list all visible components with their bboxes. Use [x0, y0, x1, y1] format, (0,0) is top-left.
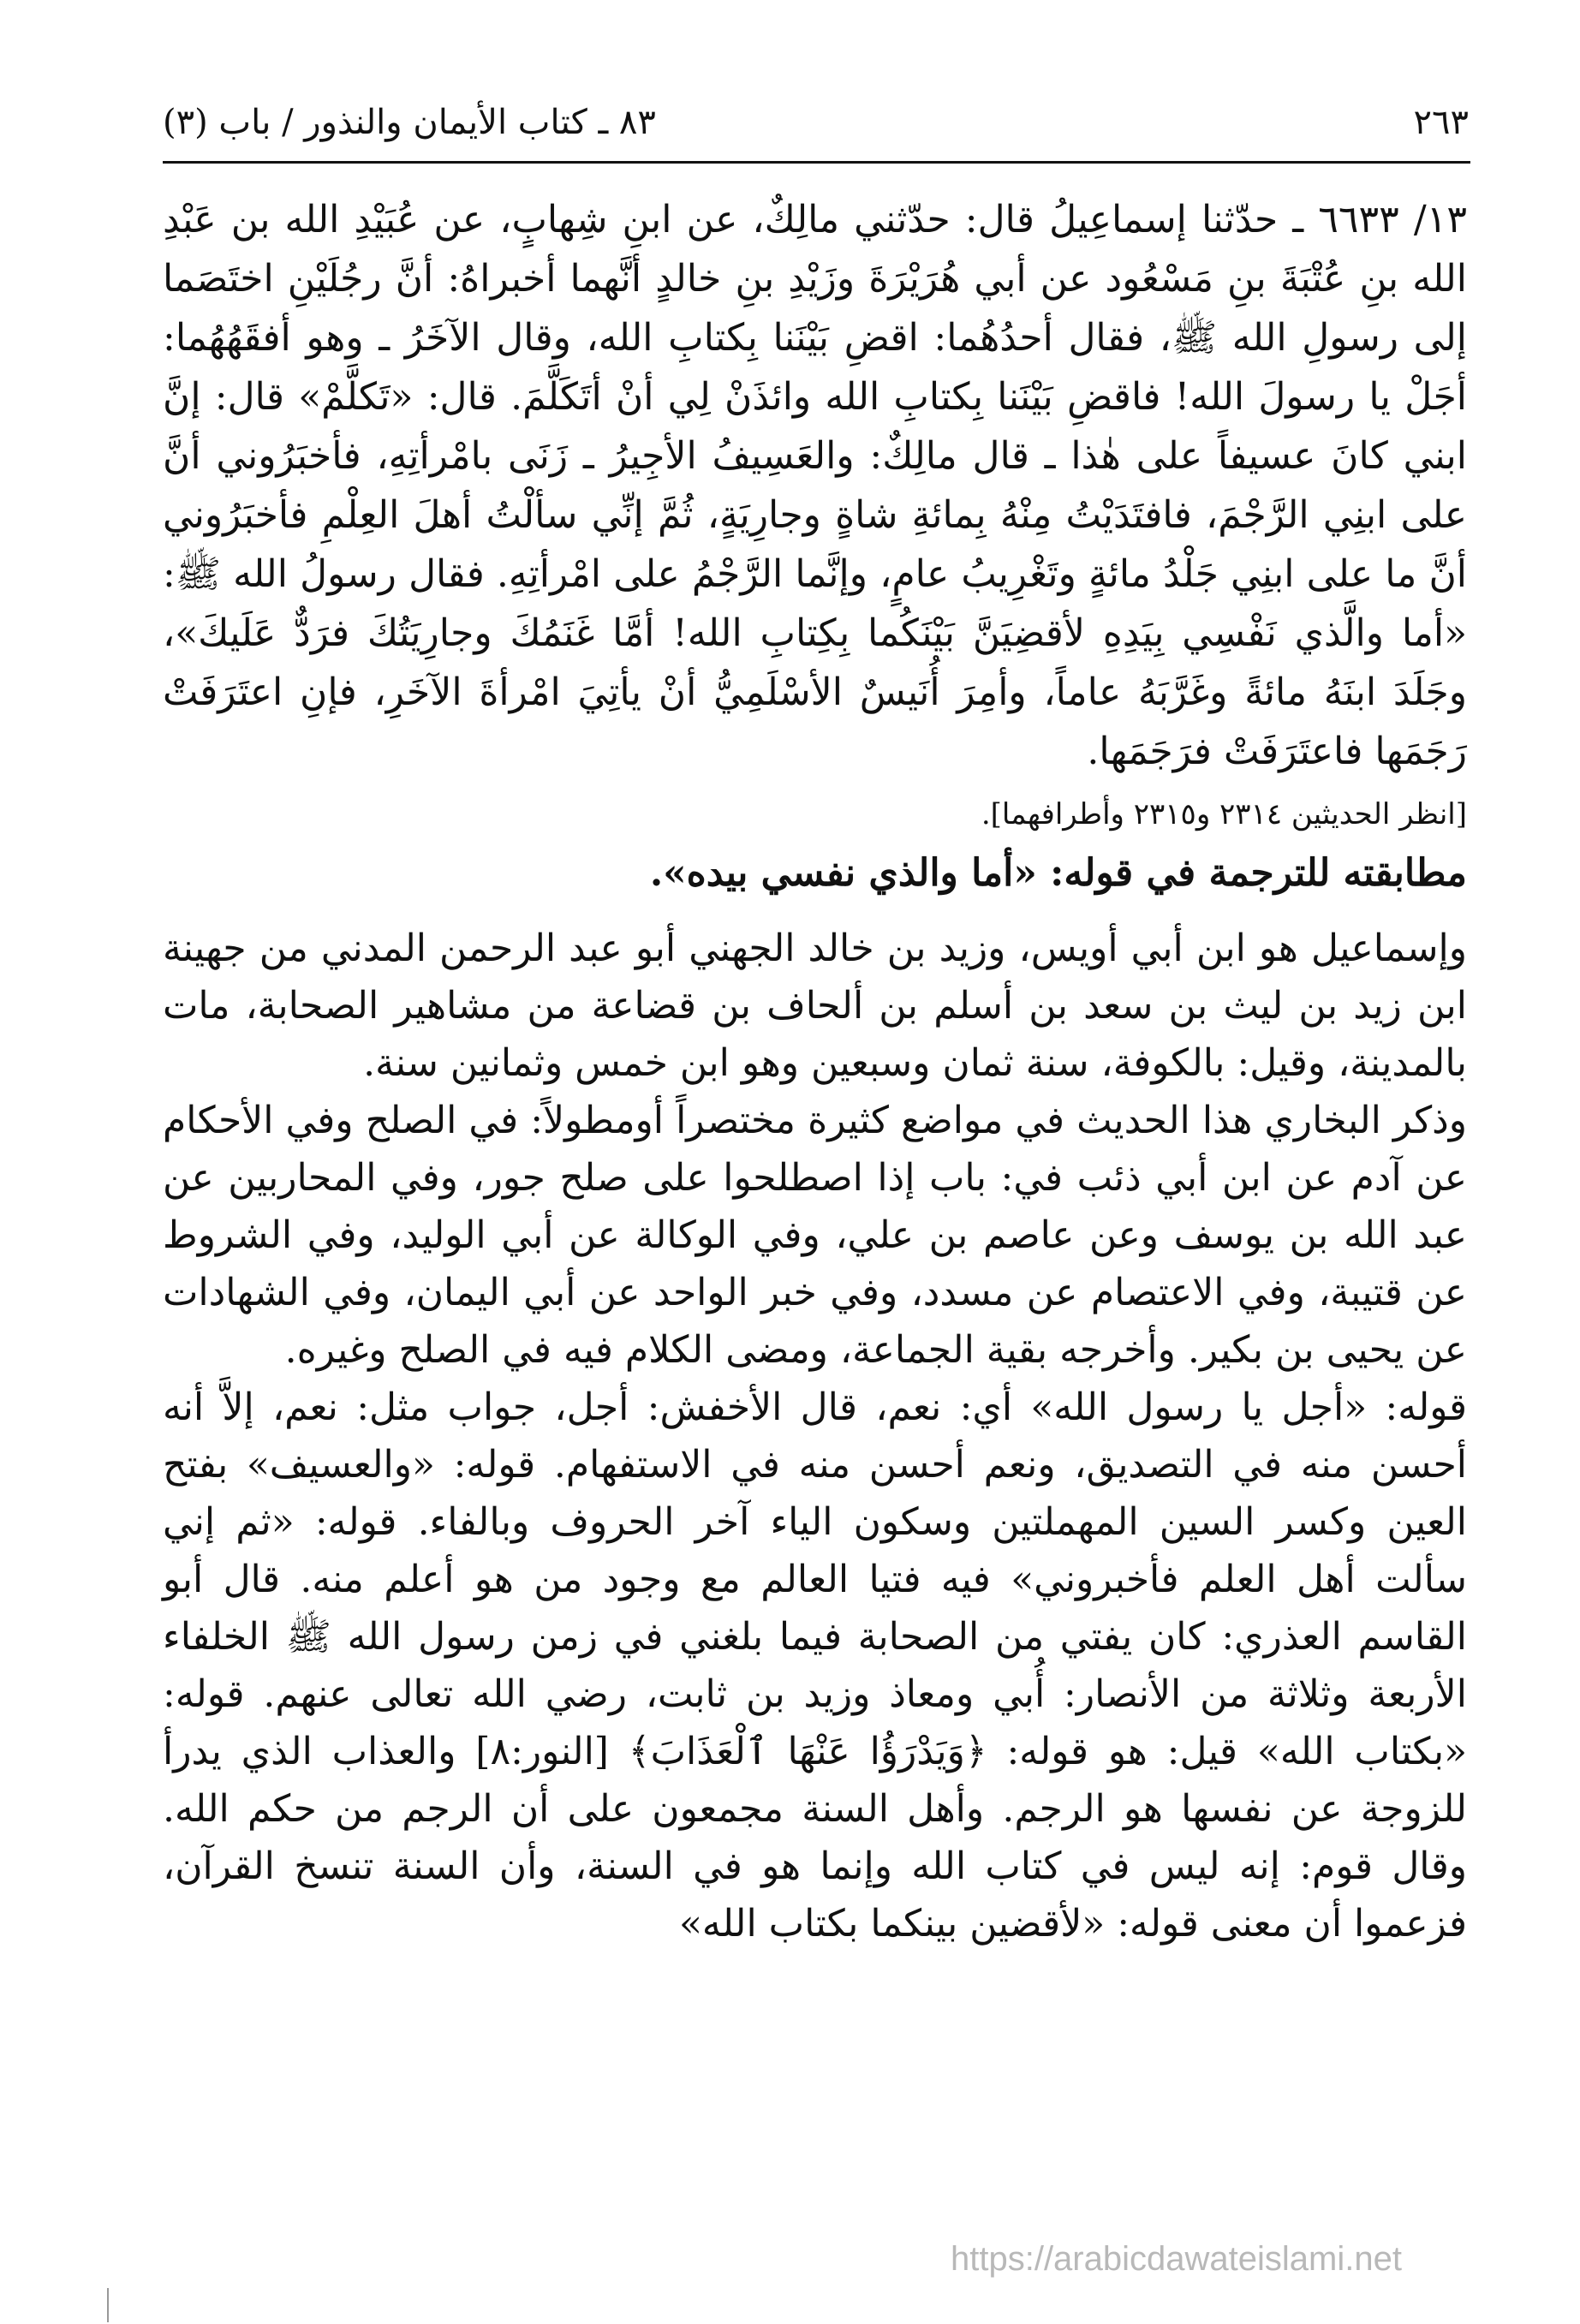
commentary	[163, 920, 1467, 1952]
hadith-text: ١٣/ ٦٦٣٣ ـ حدّثنا إسماعِيلُ قال: حدّثني مالِكٌ، عن ابنِ شِهابٍ، عن عُبَيْدِ الله بن عَبْدِ الله بنِ عُتْبَةَ بنِ مَسْعُود عن أبي هُرَيْرَةَ وزَيْدِ بنِ خالدٍ أنَّهما أخبراهُ: أنَّ رجُلَيْنِ اختَصَما إلى رسولِ الله ﷺ، فقال أحدُهُما: اقضِ بَيْنَنا بِكتابِ الله، وقال الآخَرُ ـ وهو أفقَهُهُما: أجَلْ يا رسولَ الله! فاقضِ بَيْنَنا بِكتابِ الله وائذَنْ لِي أنْ أتَكَلَّمَ. قال: «تَكلَّمْ» قال: إنَّ ابني كانَ عسيفاً على هٰذا ـ قال مالِكٌ: والعَسِيفُ الأجِيرُ ـ زَنَى بامْرأتِهِ، فأخبَرُوني أنَّ على ابنِي الرَّجْمَ، فافتَدَيْتُ مِنْهُ بِمائةِ شاةٍ وجارِيَةٍ، ثُمَّ إنِّي سألْتُ أهلَ العِلْمِ فأخبَرُوني أنَّ ما على ابنِي جَلْدُ مائةٍ وتَغْرِيبُ عامٍ، وإنَّما الرَّجْمُ على امْرأتِهِ. فقال رسولُ الله ﷺ: «أما والَّذي نَفْسِي بِيَدِهِ لأقضِيَنَّ بَيْنَكُما بِكِتابِ الله! أمَّا غَنَمُكَ وجارِيَتُكَ فرَدٌّ عَلَيكَ»، وجَلَدَ ابنَهُ مائةً وغَرَّبَهُ عاماً، وأمِرَ أُنَيسٌ الأسْلَمِيُّ أنْ يأتِيَ امْرأةَ الآخَرِ، فإنِ اعتَرَفَتْ رَجَمَها فاعتَرَفَتْ فرَجَمَها.	[163, 198, 1467, 773]
correspondence-note: مطابقته للترجمة في قوله: «أما والذي نفسي بيده».	[649, 851, 1467, 895]
cross-reference: [انظر الحديثين ٢٣١٤ و٢٣١٥ وأطرافهما].	[981, 797, 1467, 831]
commentary-paragraph-narrators: وإسماعيل هو ابن أبي أويس، وزيد بن خالد الجهني أبو عبد الرحمن المدني من جهينة ابن زيد بن ليث بن سعد بن أسلم بن ألحاف بن قضاعة من مشاهير الصحابة، مات بالمدينة، وقيل: بالكوفة، سنة ثمان وسبعين وهو ابن خمس وثمانين سنة.	[163, 927, 1467, 1085]
header-divider	[163, 161, 1470, 164]
website-watermark: https://arabicdawateislami.net	[951, 2240, 1402, 2278]
commentary-paragraph-sources: وذكر البخاري هذا الحديث في مواضع كثيرة مختصراً أومطولاً: في الصلح وفي الأحكام عن آدم عن ابن أبي ذئب في: باب إذا اصطلحوا على صلح جور، وفي المحاربين عن عبد الله بن يوسف وعن عاصم بن علي، وفي الوكالة عن أبي الوليد، وفي الشروط عن قتيبة، وفي الاعتصام عن مسدد، وفي خبر الواحد عن أبي اليمان، وفي الشهادات عن يحيى بن بكير. وأخرجه بقية الجماعة، ومضى الكلام فيه في الصلح وغيره.	[163, 1099, 1467, 1372]
hadith-block	[163, 190, 1467, 781]
page-header	[163, 92, 1469, 152]
scan-edge-mark	[107, 2288, 109, 2322]
main-text	[163, 190, 1467, 1952]
page-number: ٢٦٣	[1413, 103, 1469, 142]
running-title: ٨٣ ـ كتاب الأيمان والنذور / باب (٣)	[163, 103, 656, 142]
commentary-paragraph-explanation: قوله: «أجل يا رسول الله» أي: نعم، قال الأخفش: أجل، جواب مثل: نعم، إلاَّ أنه أحسن منه في التصديق، ونعم أحسن منه في الاستفهام. قوله: «والعسيف» بفتح العين وكسر السين المهملتين وسكون الياء آخر الحروف وبالفاء. قوله: «ثم إني سألت أهل العلم فأخبروني» فيه فتيا العالم مع وجود من هو أعلم منه. قال أبو القاسم العذري: كان يفتي من الصحابة فيما بلغني في زمن رسول الله ﷺ الخلفاء الأربعة وثلاثة من الأنصار: أُبي ومعاذ وزيد بن ثابت، رضي الله تعالى عنهم. قوله: «بكتاب الله» قيل: هو قوله: ﴿وَيَدْرَؤُا عَنْهَا ٱلْعَذَابَ﴾ [النور:٨] والعذاب الذي يدرأ للزوجة عن نفسها هو الرجم. وأهل السنة مجمعون على أن الرجم من حكم الله. وقال قوم: إنه ليس في كتاب الله وإنما هو في السنة، وأن السنة تنسخ القرآن، فزعموا أن معنى قوله: «لأقضين بينكما بكتاب الله»	[163, 1385, 1467, 1946]
